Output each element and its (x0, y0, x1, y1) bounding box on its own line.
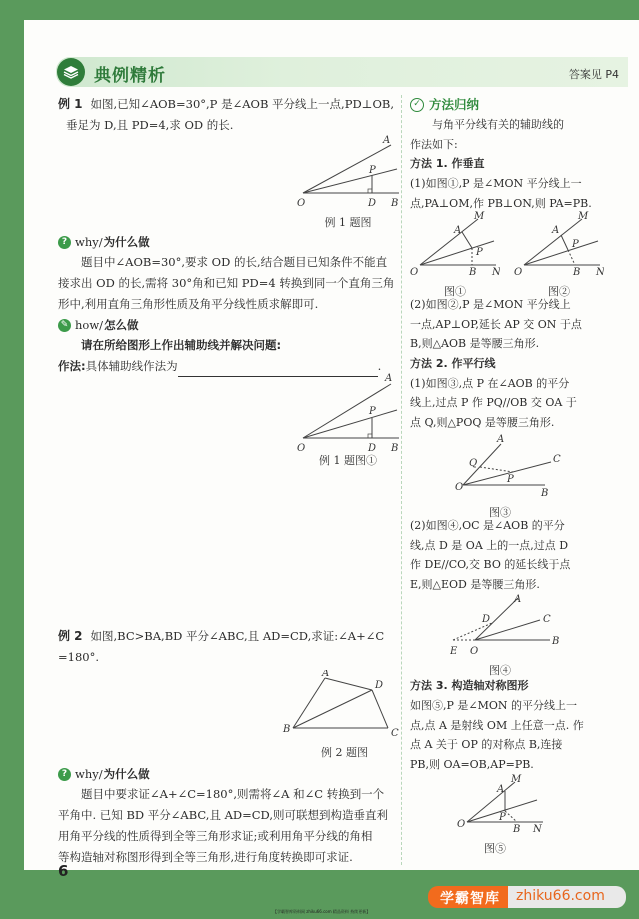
svg-text:D: D (375, 680, 384, 691)
svg-text:A: A (552, 225, 560, 236)
svg-text:A: A (454, 225, 462, 236)
svg-text:D: D (368, 198, 377, 209)
how-instruction: 请在所给图形上作出辅助线并解决问题: (81, 338, 282, 352)
method3-heading: 方法 3. 构造轴对称图形 (410, 679, 529, 692)
svg-text:O: O (470, 646, 479, 657)
why-text-line3: 形中,利用直角三角形性质及角平分线性质求解即可. (58, 297, 319, 311)
example2-analysis: ? why/ 为什么做 题目中要求证∠A+∠C=180°,则需将∠A 和∠C 转换到一个 平角中. 已知 BD 平分∠ABC,且 AD=CD,则可联想到构造垂直利 用角平分线的性质得到全等三角形求证;或利用角平分线的角相 等构造轴对称图形得到全等三角形,进行角度转换即可求证. (58, 764, 398, 868)
figure-3: A Q C P O B 图③ (455, 434, 561, 519)
method2-heading: 方法 2. 作平行线 (410, 356, 496, 370)
svg-text:B: B (391, 198, 399, 209)
svg-text:M: M (474, 211, 485, 222)
left-column (58, 94, 398, 136)
svg-text:P: P (507, 474, 514, 485)
svg-text:O: O (514, 267, 523, 278)
example1-figure-1 (293, 370, 403, 465)
how-heading: ✎ how/ 怎么做 (58, 315, 398, 335)
section-title: 典例精析 (94, 66, 166, 86)
figure-4: A D C B E O 图④ (450, 594, 560, 677)
svg-text:M: M (511, 774, 522, 785)
example2-caption: 例 2 题图 (321, 746, 368, 759)
svg-text:O: O (297, 198, 306, 209)
question-icon: ? (58, 236, 71, 249)
svg-text:Q: Q (469, 458, 478, 469)
svg-text:B: B (513, 824, 521, 835)
example1-figure-1-caption: 例 1 题图① (319, 454, 377, 467)
svg-text:P: P (369, 406, 376, 417)
watermark-url: zhiku66.com (508, 886, 626, 908)
figures-1-2 (410, 211, 610, 298)
svg-text:B: B (541, 488, 549, 499)
example1-analysis (58, 232, 398, 377)
svg-text:D: D (368, 443, 377, 453)
page-number: 6 (58, 862, 69, 880)
svg-text:A: A (497, 784, 505, 795)
check-circle-icon: ✓ (410, 98, 424, 112)
svg-text:N: N (596, 267, 604, 278)
svg-text:O: O (457, 819, 466, 830)
svg-text:O: O (297, 443, 306, 453)
figure-2: M A P O B N 图② (514, 211, 604, 298)
sidebar-title: ✓ 方法归纳 (410, 95, 610, 115)
example1-figure (293, 135, 403, 230)
why-heading-2: ? why/ 为什么做 (58, 764, 398, 784)
svg-text:B: B (283, 724, 291, 735)
svg-text:A: A (385, 373, 393, 384)
svg-text:B: B (469, 267, 477, 278)
svg-text:B: B (391, 443, 399, 453)
svg-text:C: C (543, 614, 551, 625)
svg-text:A: A (322, 670, 330, 679)
example1-problem: 例 1 如图,已知∠AOB=30°,P 是∠AOB 平分线上一点,PD⊥OB, (58, 97, 395, 111)
svg-text:M: M (578, 211, 589, 222)
figure-1: M A P O B N 图① (410, 211, 500, 298)
watermark-banner (428, 886, 626, 908)
svg-text:D: D (482, 614, 491, 625)
pencil-icon: ✎ (58, 319, 71, 332)
column-divider (401, 95, 402, 865)
method1-heading: 方法 1. 作垂直 (410, 157, 485, 170)
method-line: 作法:具体辅助线作法为 . (58, 356, 398, 377)
svg-text:O: O (410, 267, 419, 278)
svg-text:C: C (391, 728, 399, 739)
svg-text:P: P (476, 247, 483, 258)
svg-text:B: B (573, 267, 581, 278)
example2-label: 例 2 (58, 629, 83, 643)
watermark-brand: 学霸智库 (428, 886, 508, 908)
svg-text:B: B (552, 636, 560, 647)
why-text-line2: 接求出 OD 的长,需将 30°角和已知 PD=4 转换到同一个直角三角 (58, 276, 395, 290)
example2-figure (282, 670, 407, 760)
svg-text:N: N (533, 824, 542, 835)
svg-text:C: C (553, 454, 561, 465)
footer-note: 【学霸智库资料网 zhiku66.com 精品资料 持续更新】 (273, 909, 371, 914)
why-text-line1: 题目中∠AOB=30°,要求 OD 的长,结合题目已知条件不能直 (81, 255, 388, 269)
svg-text:A: A (514, 594, 522, 605)
svg-text:E: E (450, 646, 458, 657)
example1-problem-line2: 垂足为 D,且 PD=4,求 OD 的长. (66, 118, 234, 132)
example1-caption: 例 1 题图 (324, 216, 372, 229)
svg-text:A: A (497, 434, 505, 445)
example1-label: 例 1 (58, 97, 83, 111)
example2-problem-line2: =180°. (58, 650, 99, 664)
svg-text:P: P (572, 239, 579, 250)
answer-reference: 答案见 P4 (568, 68, 619, 81)
question-icon: ? (58, 768, 71, 781)
svg-text:O: O (455, 482, 464, 493)
figure-5: M A P O B N 图⑤ (457, 774, 542, 855)
method-summary-sidebar: ✓ 方法归纳 与角平分线有关的辅助线的 作法如下: 方法 1. 作垂直 (1)如图①,P 是∠MON 平分线上一 点,PA⊥OM,作 PB⊥ON,则 PA=PB. M A P O B N 图① M A P O B N 图② (2)如图②,P 是∠MON 平分线上 一点,AP⊥OP,延长 AP 交 ON 于点 B,则△AOB 是等腰三角形. 方法 2. 作平行线 (1)如图③,点 P 在∠AOB 的平分 线上,过点 P 作 PQ//OB 交 OA 于 点 Q,则△POQ 是等腰三角形. A Q C P O B 图③ (2)如图④,OC 是∠AOB 的平分 线,点 D 是 OA 上的一点,过点 D 作 DE//CO,交 BO 的延长线于点 E,则△EOD 是等腰三角形. A D C B E O 图④ 方法 3. 构造轴对称图形 如图⑤,P 是∠MON 的平分线上一 点,点 A 是射线 OM 上任意一点. 作 点 A 关于 OP 的对称点 B,连接 PB,则 OA=OB,AP=PB. M A P O B N 图⑤ (410, 95, 610, 854)
example2-problem: 例 2 如图,BC>BA,BD 平分∠ABC,且 AD=CD,求证:∠A+∠C =180°. (58, 626, 398, 668)
why-heading: ? why/ 为什么做 (58, 232, 398, 252)
svg-text:A: A (383, 135, 391, 146)
svg-text:P: P (369, 165, 376, 176)
layers-icon (57, 58, 85, 86)
svg-text:N: N (492, 267, 500, 278)
svg-text:P: P (499, 812, 506, 823)
